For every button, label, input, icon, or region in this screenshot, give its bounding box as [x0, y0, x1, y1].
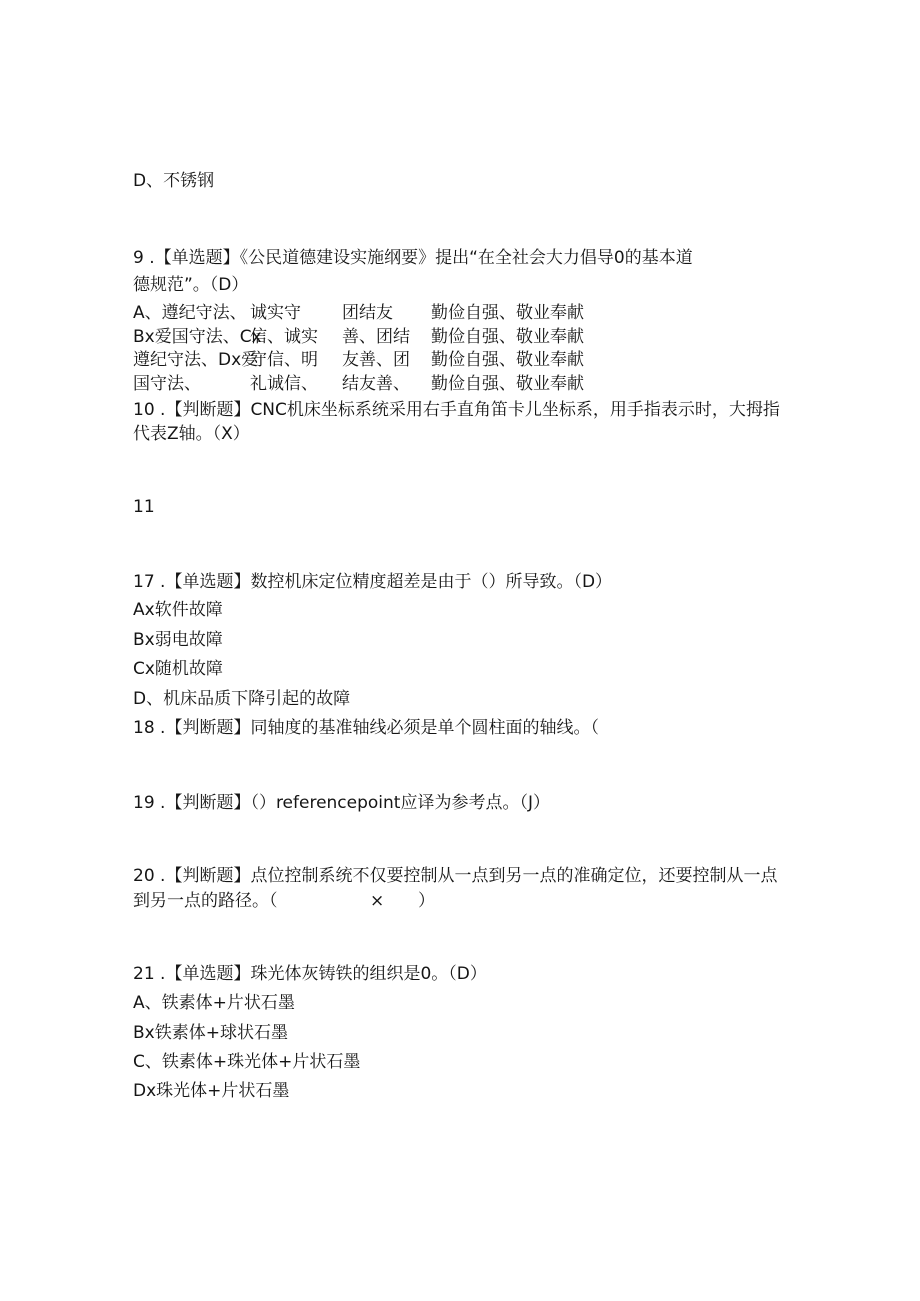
q9-grid-cell: 友善、团: [342, 350, 410, 370]
q9-grid-cell: 结友善、: [342, 374, 410, 394]
q9-grid-cell: Bx爱国守法、Cx: [133, 327, 262, 347]
q20-stem-line1: 20 .【判断题】点位控制系统不仅要控制从一点到另一点的准确定位，还要控制从一点: [133, 866, 778, 886]
q17-option-c: Cx随机故障: [133, 659, 223, 679]
q9-grid-cell: 善、团结: [342, 327, 410, 347]
q11-number: 11: [133, 497, 155, 517]
q9-stem-line2: 德规范”。（D）: [133, 275, 249, 295]
q9-grid-cell: 诚实守: [250, 303, 301, 323]
q17-option-b: Bx弱电故障: [133, 630, 223, 650]
q20-answer-mark: ×: [370, 891, 385, 911]
q10-stem-line1: 10 .【判断题】CNC机床坐标系统采用右手直角笛卡儿坐标系，用手指表示时，大拇指: [133, 400, 780, 420]
q21-option-d: Dx珠光体+片状石墨: [133, 1081, 290, 1101]
q17-option-a: Ax软件故障: [133, 600, 223, 620]
q9-grid-cell: 国守法、: [133, 374, 201, 394]
q9-stem-line1: 9 .【单选题】《公民道德建设实施纲要》提出“在全社会大力倡导0的基本道: [133, 248, 693, 268]
q9-grid-cell: 守信、明: [250, 350, 318, 370]
option-d-stainless-steel: D、不锈钢: [133, 171, 215, 191]
q10-stem-line2: 代表Z轴。（X）: [133, 424, 250, 444]
q21-stem: 21 .【单选题】珠光体灰铸铁的组织是0。（D）: [133, 964, 487, 984]
q9-grid-cell: 团结友: [342, 303, 393, 323]
q9-grid-cell: 信、诚实: [250, 327, 318, 347]
q9-grid-cell: 礼诚信、: [250, 374, 318, 394]
q21-option-b: Bx铁素体+球状石墨: [133, 1023, 288, 1043]
q21-option-c: C、铁素体+珠光体+片状石墨: [133, 1052, 361, 1072]
q18-stem: 18 .【判断题】同轴度的基准轴线必须是单个圆柱面的轴线。（: [133, 718, 599, 738]
q9-grid-cell: A、遵纪守法、: [133, 303, 247, 323]
q9-grid-cell: 勤俭自强、敬业奉献: [431, 303, 584, 323]
q17-option-d: D、机床品质下降引起的故障: [133, 689, 351, 709]
q9-grid-cell: 遵纪守法、Dx爱: [133, 350, 259, 370]
q19-stem: 19 .【判断题】（）referencepoint应译为参考点。（J）: [133, 793, 550, 813]
q20-stem-line2: 到另一点的路径。（: [133, 891, 278, 911]
q9-grid-cell: 勤俭自强、敬业奉献: [431, 350, 584, 370]
q9-grid-cell: 勤俭自强、敬业奉献: [431, 327, 584, 347]
q9-grid-cell: 勤俭自强、敬业奉献: [431, 374, 584, 394]
q20-close-paren: ）: [418, 891, 435, 911]
q17-stem: 17 .【单选题】数控机床定位精度超差是由于（）所导致。（D）: [133, 572, 613, 592]
q21-option-a: A、铁素体+片状石墨: [133, 993, 295, 1013]
